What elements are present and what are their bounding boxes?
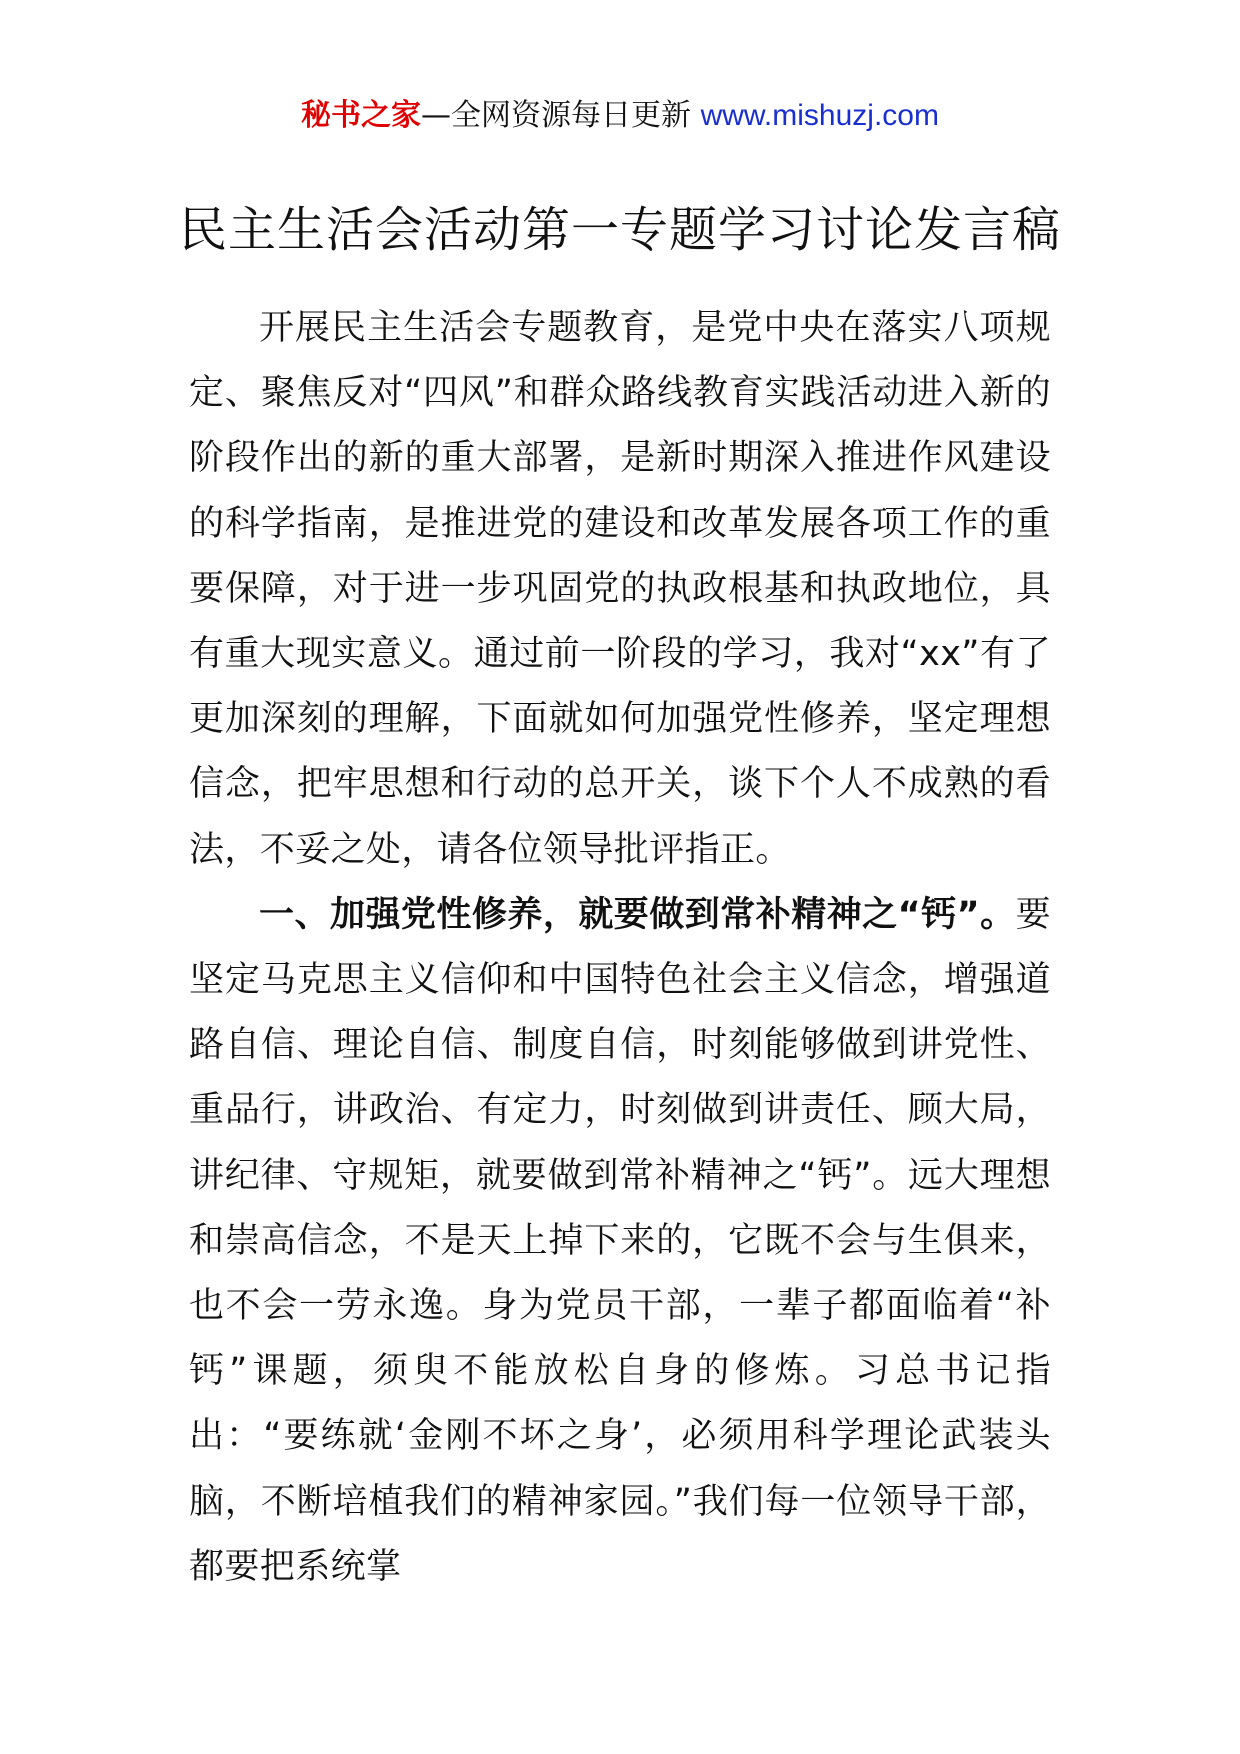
section-1-heading: 一、加强党性修养，就要做到常补精神之“钙”。 [259,894,1016,935]
site-url-link[interactable]: www.mishuzj.com [700,99,939,132]
section-1-paragraph [189,883,1051,1600]
document-title: 民主生活会活动第一专题学习讨论发言稿 [178,202,1061,258]
site-slogan: —全网资源每日更新 [421,98,701,133]
section-1-body: 要坚定马克思主义信仰和中国特色社会主义信念，增强道路自信、理论自信、制度自信，时刻能够做到讲党性、重品行，讲政治、有定力，时刻做到讲责任、顾大局，讲纪律、守规矩，就要做到常补精神之“钙”。远大理想和崇高信念，不是天上掉下来的，它既不会与生俱来，也不会一劳永逸。身为党员干部，一辈子都面临着“补钙”课题，须臾不能放松自身的修炼。习总书记指出：“要练就‘金刚不坏之身’，必须用科学理论武装头脑，不断培植我们的精神家园。”我们每一位领导干部，都要把系统掌 [189,894,1051,1587]
intro-paragraph: 开展民主生活会专题教育，是党中央在落实八项规定、聚焦反对“四风”和群众路线教育实践活动进入新的阶段作出的新的重大部署，是新时期深入推进作风建设的科学指南，是推进党的建设和改革发展各项工作的重要保障，对于进一步巩固党的执政根基和执政地位，具有重大现实意义。通过前一阶段的学习，我对“xx”有了更加深刻的理解，下面就如何加强党性修养，坚定理想信念，把牢思想和行动的总开关，谈下个人不成熟的看法，不妥之处，请各位领导批评指正。 [189,308,1051,870]
document-body [189,296,1051,1600]
site-header [0,96,1240,136]
site-brand: 秘书之家 [301,98,422,133]
